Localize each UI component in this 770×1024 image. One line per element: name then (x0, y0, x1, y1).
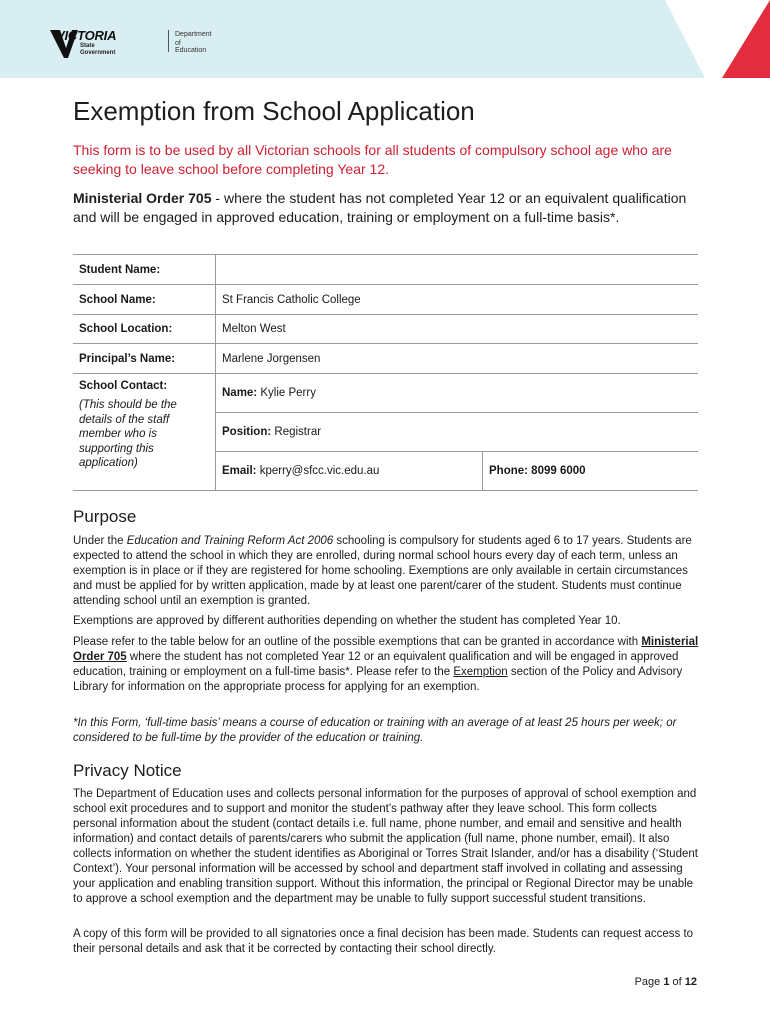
contact-position-row[interactable] (216, 413, 698, 452)
privacy-paragraph-1: The Department of Education uses and collects personal information for the purposes of approval of school exemption and school exit procedures and to support and monitor the student’s pathway after they leave school. This form collects personal information about the student (contact details i.e. full name, phone number, and email and sensitive and health information) and contact details of parents/carers who submit the application (full name, phone number, email). It also collects information on whether the student identifies as Aboriginal or Torres Strait Islander, and/or has a disability (‘Student Context’). Your personal information will be accessed by school and department staff involved in collating and assessing your application and enabling transition support. Without this information, the principal or Regional Director may be unable to approve a school exemption and the department may be unable to fully support successful student transitions. (73, 788, 698, 905)
email-field[interactable] (216, 452, 483, 490)
ministerial-order-link[interactable]: Ministerial Order 705 (73, 636, 699, 663)
page-total: 12 (684, 976, 697, 988)
purpose-p1-a: Under the (73, 535, 127, 547)
email-label: Email: (222, 465, 257, 477)
purpose-p1-b: schooling is compulsory for students aged 6 to 17 years. Students are expected to attend the school in which they are enrolled, during normal school hours every day of each term, unless an exemption is in place or if they are registered for home schooling. Exemptions are only available in certain circumstances and must be applied for by written application, made by at least one parent/carer of the student. Students must continue attending school until an exemption is granted. (73, 535, 696, 607)
row-school-name (73, 285, 698, 315)
purpose-p3-c: section of the Policy and Advisory Library for information on the appropriate process for applying for an exemption. (73, 666, 686, 693)
principal-name-field[interactable]: Marlene Jorgensen (216, 344, 699, 374)
page-of: of (669, 976, 685, 988)
contact-email-phone-row (216, 452, 698, 490)
department-line1: Department (175, 31, 212, 38)
phone-field[interactable] (483, 452, 592, 490)
purpose-heading: Purpose (73, 507, 137, 526)
logo-wordmark: VICTORIA (56, 28, 117, 43)
intro-text: This form is to be used by all Victorian schools for all students of compulsory school age who are seeking to leave school before completing Year 12. (73, 142, 672, 177)
logo-divider (168, 30, 169, 52)
student-name-field[interactable] (216, 255, 699, 285)
phone-label: Phone: (489, 465, 528, 477)
row-school-contact (73, 374, 698, 491)
phone-value: 8099 6000 (527, 465, 586, 477)
logo-state: State (80, 43, 95, 49)
school-contact-cell (73, 374, 216, 491)
purpose-paragraph-3 (73, 635, 701, 695)
page-current: 1 (663, 976, 670, 988)
contact-name-row[interactable] (216, 374, 698, 413)
victoria-government-logo (48, 26, 212, 60)
email-value: kperry@sfcc.vic.edu.au (256, 465, 380, 477)
contact-name-value: Kylie Perry (257, 387, 316, 399)
school-name-field[interactable]: St Francis Catholic College (216, 285, 699, 315)
page-title: Exemption from School Application (73, 96, 475, 126)
purpose-p1-act: Education and Training Reform Act 2006 (126, 535, 334, 547)
ministerial-order-rest: - where the student has not completed Year 12 or an equivalent qualification and will be engaged in approved education, training or employment on a full-time basis*. (73, 190, 687, 225)
position-value: Registrar (271, 426, 322, 438)
position-label: Position: (222, 426, 272, 438)
purpose-p3-b: where the student has not completed Year 12 or an equivalent qualification and will be engaged in approved education, training or employment on a full-time basis*. Please refer to the (73, 651, 682, 678)
purpose-paragraph-1 (73, 534, 701, 609)
privacy-heading: Privacy Notice (73, 761, 182, 780)
student-name-label: Student Name: (73, 255, 216, 285)
privacy-paragraph-2: A copy of this form will be provided to all signatories once a final decision has been made. Students can request access to their personal details and ask that it be corrected by contacting their school directly. (73, 928, 694, 955)
principal-name-label: Principal’s Name: (73, 344, 216, 374)
page-word: Page (634, 976, 664, 988)
full-time-note: *In this Form, ‘full-time basis’ means a course of education or training with an average of at least 25 hours per week; or considered to be full-time by the provider of the education or training. (73, 717, 677, 744)
header-banner (0, 0, 770, 78)
purpose-paragraph-2: Exemptions are approved by different authorities depending on whether the student has completed Year 10. (73, 615, 621, 627)
exemption-link[interactable]: Exemption (453, 666, 508, 678)
purpose-p3-a: Please refer to the table below for an outline of the possible exemptions that can be granted in accordance with (73, 636, 642, 648)
school-contact-note: (This should be the details of the staff member who is supporting this application) (79, 399, 177, 469)
school-location-field[interactable]: Melton West (216, 315, 699, 344)
ministerial-order-text (73, 189, 698, 227)
logo-government: Government (80, 50, 116, 56)
school-contact-label: School Contact: (79, 380, 168, 392)
school-contact-details (216, 374, 699, 491)
school-name-label: School Name: (73, 285, 216, 315)
student-info-table (73, 254, 698, 491)
row-school-location (73, 315, 698, 344)
row-student-name (73, 255, 698, 285)
row-principal-name (73, 344, 698, 374)
page-number (635, 976, 697, 988)
department-line2: of Education (175, 40, 207, 54)
contact-name-label: Name: (222, 387, 258, 399)
school-location-label: School Location: (73, 315, 216, 344)
ministerial-order-bold: Ministerial Order 705 (73, 190, 212, 206)
